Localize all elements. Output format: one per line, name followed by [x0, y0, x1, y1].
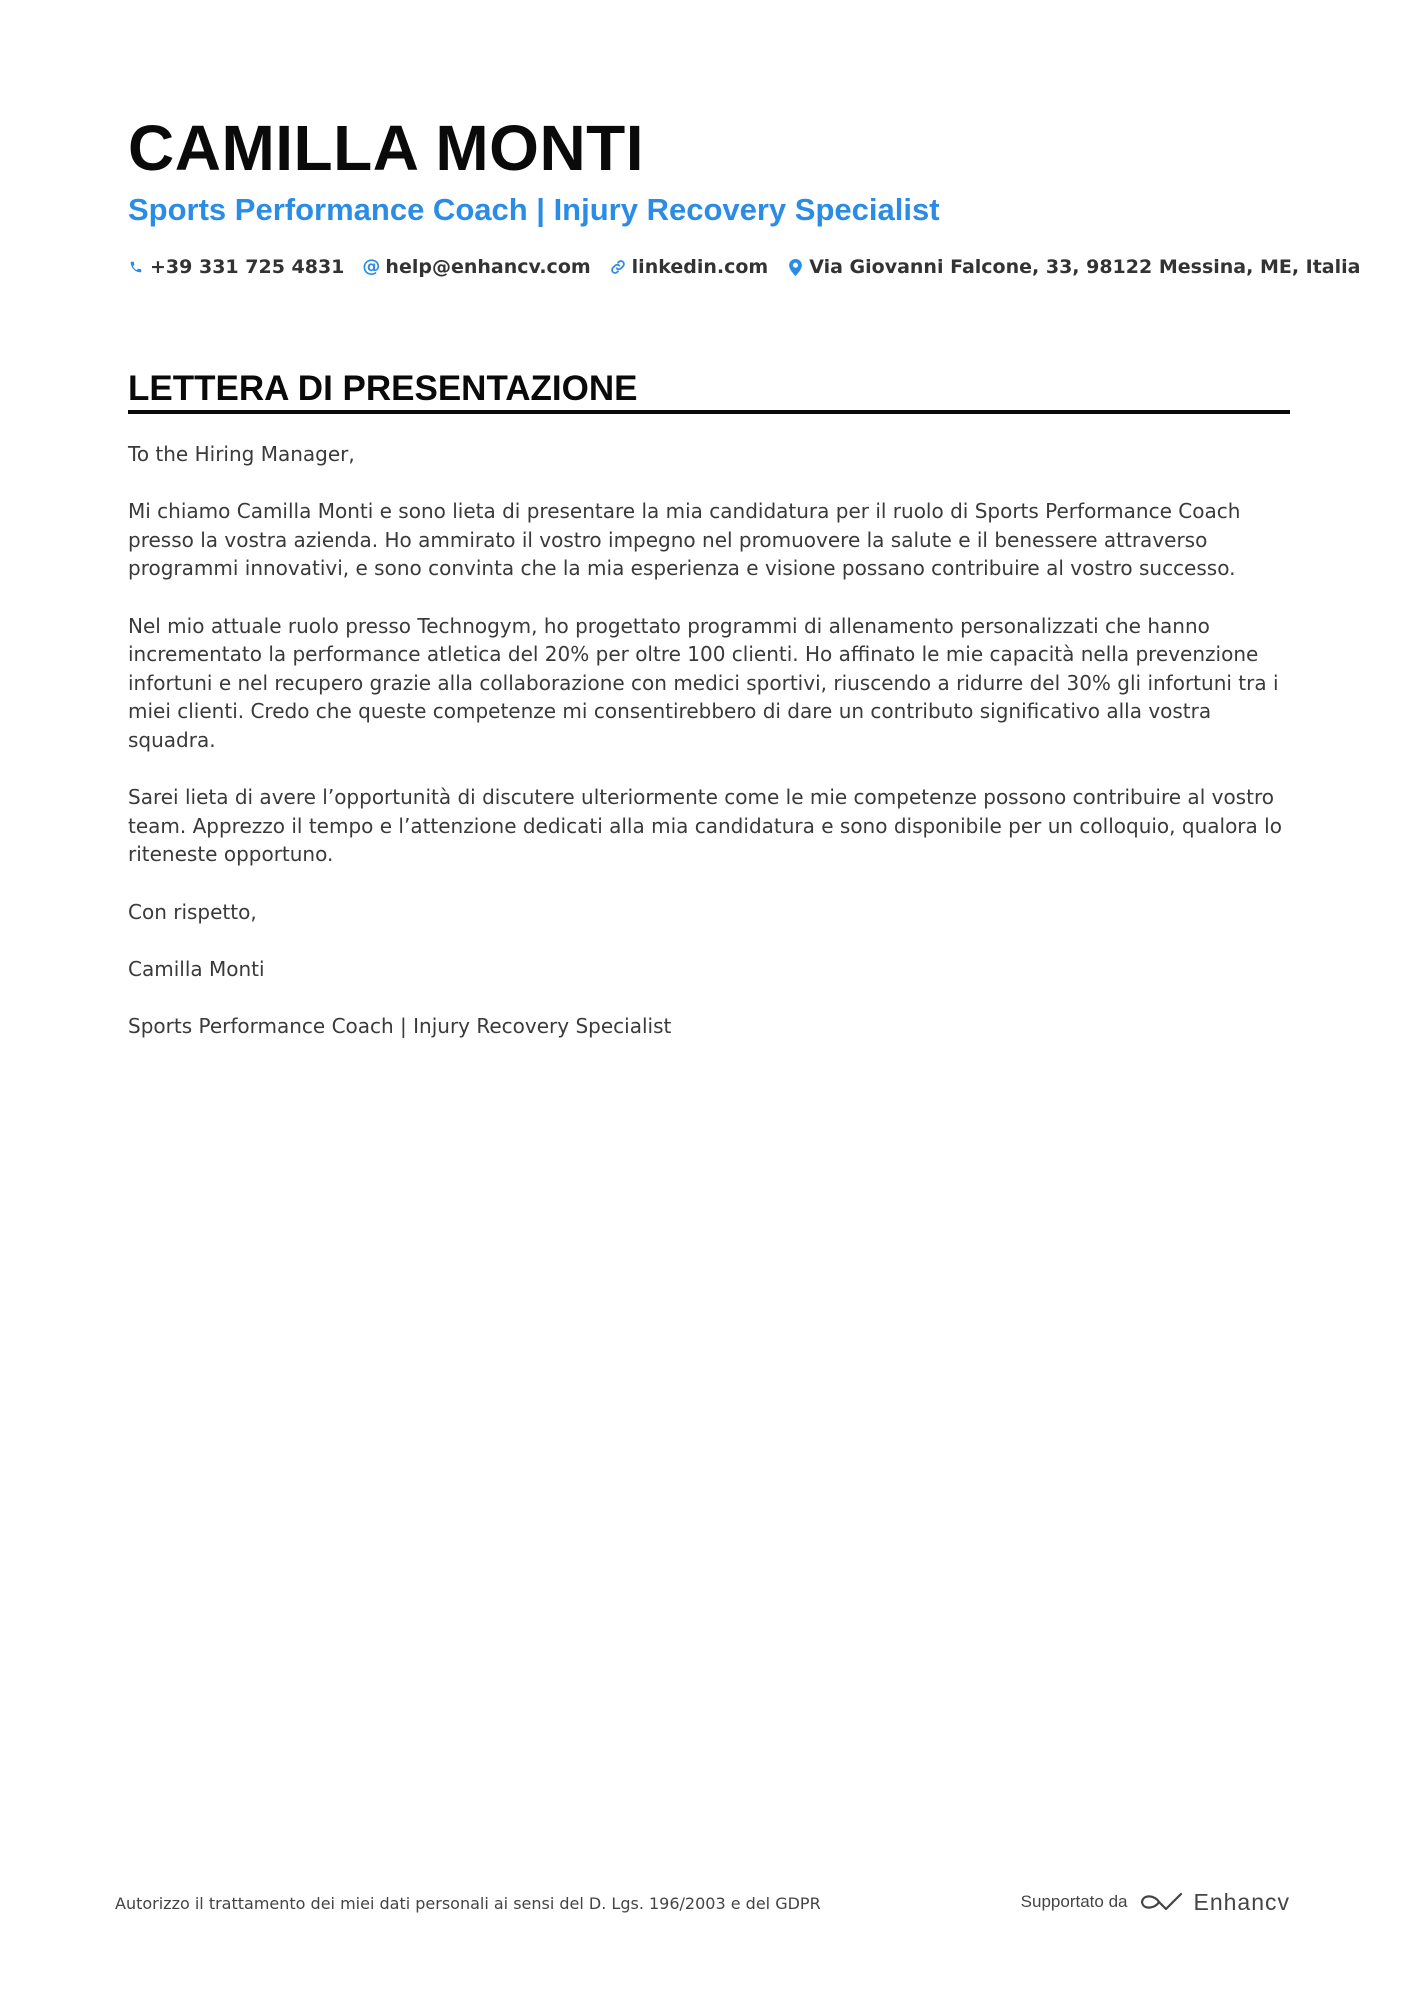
contact-phone [128, 253, 344, 281]
powered-by-label: Supportato da [1020, 1892, 1128, 1911]
consent-note: Autorizzo il trattamento dei miei dati personali ai sensi del D. Lgs. 196/2003 e del GDPR [115, 1894, 821, 1913]
letter-paragraph: Sarei lieta di avere l’opportunità di discutere ulteriormente come le mie competenze possono contribuire al vostro team. Apprezzo il tempo e l’attenzione dedicati alla mia candidatura e sono disponibile per un colloquio, qualora lo riteneste opportuno. [128, 785, 1282, 867]
salutation: To the Hiring Manager, [128, 442, 355, 466]
map-pin-icon [787, 258, 803, 276]
enhancv-logo-icon [1139, 1890, 1185, 1914]
letter-paragraph: Nel mio attuale ruolo presso Technogym, ho progettato programmi di allenamento personalizzati che hanno incrementato la performance atletica del 20% per oltre 100 clienti. Ho affinato le mie capacità nella prevenzione infortuni e nel recupero grazie alla collaborazione con medici sportivi, riuscendo a ridurre del 30% gli infortuni tra i miei clienti. Credo che queste competenze mi consentirebbero di dare un contributo significativo alla vostra squadra. [128, 613, 1279, 752]
candidate-name: CAMILLA MONTI [128, 112, 645, 184]
candidate-role: Sports Performance Coach | Injury Recovery Specialist [128, 192, 940, 227]
phone-text[interactable]: +39 331 725 4831 [150, 256, 345, 278]
section-divider [128, 410, 1290, 414]
link-icon [610, 258, 626, 276]
phone-icon [128, 258, 144, 276]
at-icon: @ [362, 256, 381, 277]
closing: Con rispetto, [128, 899, 257, 924]
section-title: LETTERA DI PRESENTAZIONE [128, 369, 638, 408]
letter-body [128, 440, 1298, 1069]
contact-website [610, 253, 769, 281]
contact-address [787, 253, 1360, 281]
contact-email [363, 253, 590, 281]
contact-bar [128, 253, 1360, 281]
website-text[interactable]: linkedin.com [631, 256, 769, 278]
address-text: Via Giovanni Falcone, 33, 98122 Messina, ME, Italia [809, 256, 1361, 278]
letter-paragraph: Mi chiamo Camilla Monti e sono lieta di presentare la mia candidatura per il ruolo di Sports Performance Coach presso la vostra azienda. Ho ammirato il vostro impegno nel promuovere la salute e il benessere attraverso programmi innovativi, e sono convinta che la mia esperienza e visione possano contribuire al vostro successo. [128, 499, 1241, 581]
enhancv-logo-text: Enhancv [1193, 1889, 1290, 1915]
signature-title: Sports Performance Coach | Injury Recovery Specialist [128, 1013, 672, 1038]
powered-by[interactable] [1021, 1888, 1290, 1916]
signature-name: Camilla Monti [128, 956, 265, 981]
email-text[interactable]: help@enhancv.com [385, 256, 591, 278]
